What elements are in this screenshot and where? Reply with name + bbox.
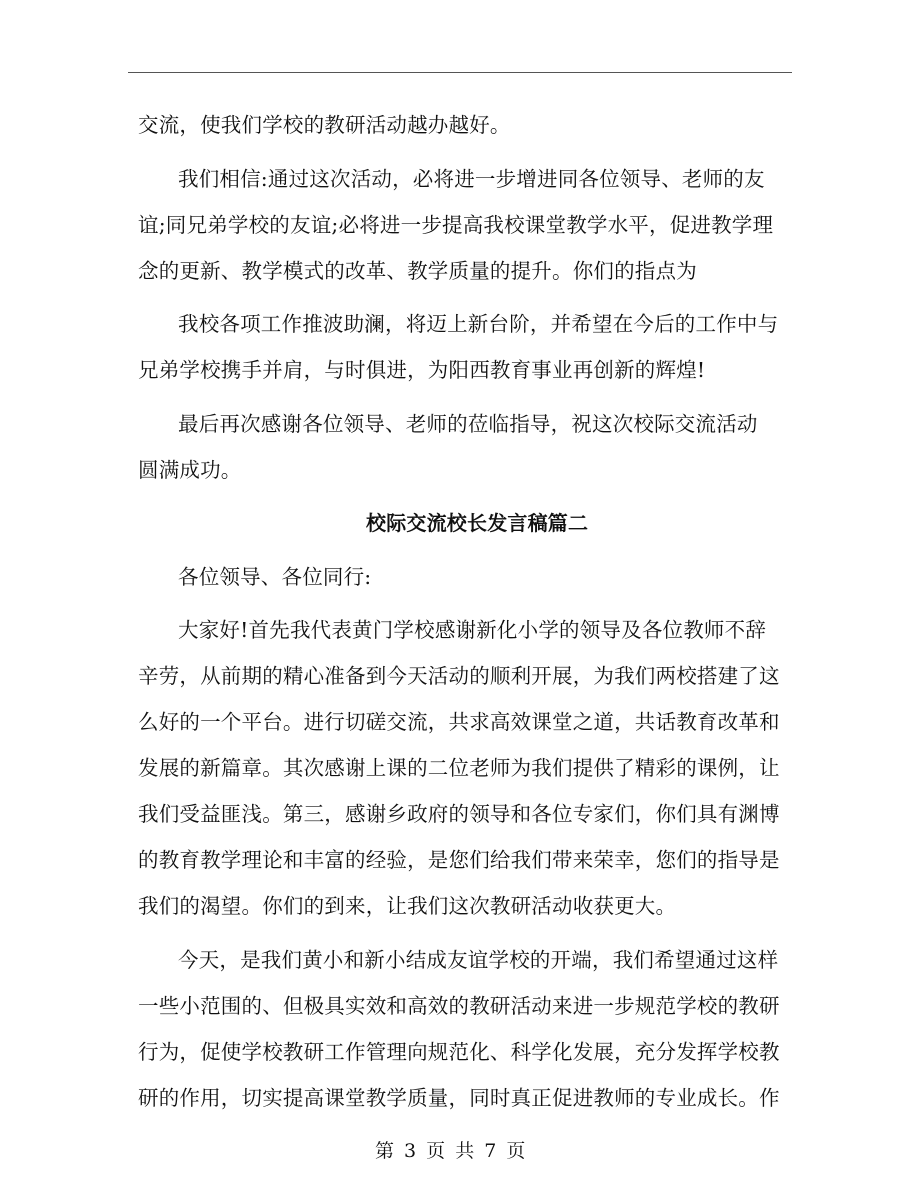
body-line: 辛劳，从前期的精心准备到今天活动的顺利开展，为我们两校搭建了这 [138, 664, 780, 688]
page-number: 第 3 页 共 7 页 [375, 1140, 528, 1162]
body-line: 研的作用，切实提高课堂教学质量，同时真正促进教师的专业成长。作 [138, 1086, 780, 1110]
body-line: 的教育教学理论和丰富的经验，是您们给我们带来荣幸，您们的指导是 [138, 848, 780, 872]
body-line: 我们相信:通过这次活动，必将进一步增进同各位领导、老师的友 [178, 167, 765, 191]
header-rule [128, 72, 792, 73]
body-line: 谊;同兄弟学校的友谊;必将进一步提高我校课堂教学水平，促进教学理 [138, 213, 774, 237]
body-line: 念的更新、教学模式的改革、教学质量的提升。你们的指点为 [138, 259, 697, 283]
section-heading: 校际交流校长发言稿篇二 [366, 511, 589, 535]
body-line: 今天，是我们黄小和新小结成友谊学校的开端，我们希望通过这样 [178, 948, 779, 972]
body-line: 兄弟学校携手并肩，与时俱进，为阳西教育事业再创新的辉煌! [138, 358, 706, 382]
body-line: 我们受益匪浅。第三，感谢乡政府的领导和各位专家们，你们具有渊博 [138, 802, 780, 826]
body-line: 么好的一个平台。进行切磋交流，共求高效课堂之道，共话教育改革和 [138, 710, 780, 734]
body-line: 交流，使我们学校的教研活动越办越好。 [138, 113, 511, 137]
body-line: 行为，促使学校教研工作管理向规范化、科学化发展，充分发挥学校教 [138, 1040, 780, 1064]
body-line: 最后再次感谢各位领导、老师的莅临指导，祝这次校际交流活动 [178, 412, 758, 436]
body-line: 一些小范围的、但极具实效和高效的教研活动来进一步规范学校的教研 [138, 994, 780, 1018]
body-line: 发展的新篇章。其次感谢上课的二位老师为我们提供了精彩的课例，让 [138, 756, 780, 780]
body-line: 我们的渴望。你们的到来，让我们这次教研活动收获更大。 [138, 894, 677, 918]
salutation-line: 各位领导、各位同行: [178, 565, 372, 589]
body-line: 圆满成功。 [138, 458, 242, 482]
body-line: 我校各项工作推波助澜，将迈上新台阶，并希望在今后的工作中与 [178, 312, 779, 336]
body-line: 大家好!首先我代表黄门学校感谢新化小学的领导及各位教师不辞 [178, 618, 767, 642]
